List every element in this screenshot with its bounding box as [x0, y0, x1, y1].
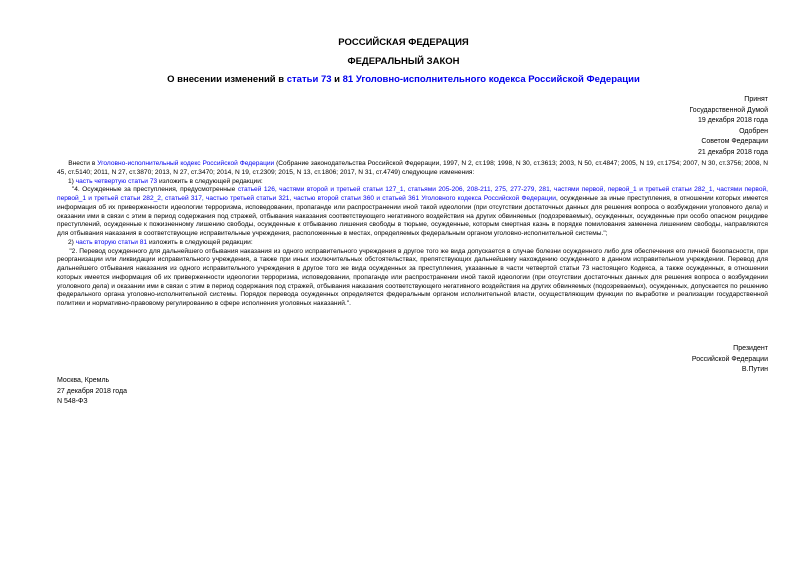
intro-paragraph	[57, 160, 768, 178]
item-2	[57, 239, 768, 248]
intro-prefix: Внести в	[68, 160, 98, 167]
signature-block	[692, 344, 768, 376]
quote-2	[57, 248, 768, 309]
item-2-text: изложить в следующей редакции:	[147, 238, 253, 246]
approved-date: 21 декабря 2018 года	[697, 148, 768, 156]
intro-text: (Собрание законодательства Российской Федерации, 1997, N 2, ст.198; 1998, N 30, ст.3613; 2003, N 50, ст.4847; 2005, N 19, ст.1754; 2007, N 30, ст.3756; 2008, N 45, ст.5140; 2011, N 27, ст.3870; 2013, N 27, ст.3470; 2014, N 19, ст.2309; 2015, N 13, ст.1806; 2017, N 31, ст.4749) следующие изменения:	[57, 160, 768, 176]
item-1-text: изложить в следующей редакции:	[157, 177, 263, 185]
quote-2-text: "2. Перевод осужденного для дальнейшего отбывания наказания из одного исправительного учреждения в другое того же вида допускается в случае болезни осужденного либо для обеспечения его личной безопасности, при реорганизации или ликвидации исправительного учреждения, а также при иных исключительных обстоятельствах, препятствующих дальнейшему нахождению осужденного в данном исправительном учреждении. Перевод для дальнейшего отбывания наказания из одного исправительного учреждения в другое того же вида осужденных за преступления, указанные в части четвертой статьи 73 настоящего Кодекса, а также осужденных, в отношении которых имеется информация об их приверженности идеологии терроризма, исповедовании, пропаганде или распространении иной такой идеологии (при отсутствии достаточных данных для решения вопроса о возбуждении уголовного дела) и оказании ими в связи с этим в период содержания под стражей, отбывания наказания соответствующего негативного воздействия на других обвиняемых (подозреваемых), осужденных, допускается по решению федерального органа уголовно-исполнительной системы. Порядок перевода осужденных определяется федеральным органом исполнительной власти, осуществляющим функции по выработке и реализации государственной политики и нормативно-правовому регулированию в сфере исполнения уголовных наказаний.".	[57, 247, 768, 307]
signature-name: В.Путин	[741, 366, 768, 374]
item-1	[57, 178, 768, 187]
quote-1-prefix: "4. Осужденные за преступления, предусмотренные	[71, 186, 238, 194]
law-title-conjunction: и	[331, 74, 343, 85]
signature-country: Российской Федерации	[691, 355, 768, 363]
approved-label: Одобрен	[739, 127, 768, 135]
part-2-article-81-link[interactable]: часть вторую статьи 81	[75, 238, 148, 246]
quote-1	[57, 186, 768, 239]
item-1-number: 1)	[68, 177, 76, 185]
accepted-date: 19 декабря 2018 года	[697, 117, 768, 125]
accepted-body: Государственной Думой	[689, 106, 768, 114]
footer-number: N 548-ФЗ	[57, 398, 88, 406]
footer-block	[57, 376, 127, 408]
law-title-prefix: О внесении изменений в	[167, 74, 287, 85]
law-title	[0, 74, 807, 85]
signature-title: Президент	[733, 345, 768, 352]
country-heading: РОССИЙСКАЯ ФЕДЕРАЦИЯ	[338, 37, 469, 48]
code-link[interactable]: Уголовно-исполнительный кодекс Российской Федерации	[97, 160, 275, 167]
item-2-number: 2)	[68, 238, 76, 246]
criminal-code-articles-link[interactable]: статьей 126, частями второй и третьей статьи 127_1, статьями 205-206, 208-211, 275, 277-279, 281, частями первой, первой_1 и третьей статьи 282_1, частями первой, первой_1 и третьей статьи 282_2, статьей 317, частью третьей статьи 321, частью второй статьи 360 и статьей 361 Уголовного кодекса Российской Федерации	[57, 186, 768, 202]
approved-body: Советом Федерации	[701, 138, 768, 146]
quote-1-text: , осужденные за иные преступления, в отношении которых имеется информация об их приверженности идеологии терроризма, исповедовании, пропаганде или распространении иной такой идеологии (при отсутствии достаточных данных для решения вопроса о возбуждении уголовного дела) и оказании ими в связи с этим в период содержания под стражей, отбывания наказания соответствующего негативного воздействия на других обвиняемых (подозреваемых), осужденных, осужденные при особо опасном рецидиве преступлений, осужденные к пожизненному лишению свободы, осужденные к отбыванию лишения свободы в тюрьме, осужденные, которым смертная казнь в порядке помилования заменена лишением свободы, направляются для отбывания наказания в соответствующие исправительные учреждения, расположенные в местах, определяемых федеральным органом уголовно-исполнительной системы.";	[57, 195, 768, 237]
accepted-label: Принят	[744, 96, 768, 103]
adoption-block	[689, 95, 768, 159]
footer-date: 27 декабря 2018 года	[57, 387, 128, 395]
doc-type-heading: ФЕДЕРАЛЬНЫЙ ЗАКОН	[347, 56, 460, 67]
part-4-article-73-link[interactable]: часть четвертую статьи 73	[75, 177, 158, 185]
article-81-code-link[interactable]: 81 Уголовно-исполнительного кодекса Российской Федерации	[342, 74, 640, 85]
article-73-link[interactable]: статьи 73	[286, 74, 332, 85]
footer-place: Москва, Кремль	[57, 377, 110, 384]
law-body	[57, 160, 768, 309]
